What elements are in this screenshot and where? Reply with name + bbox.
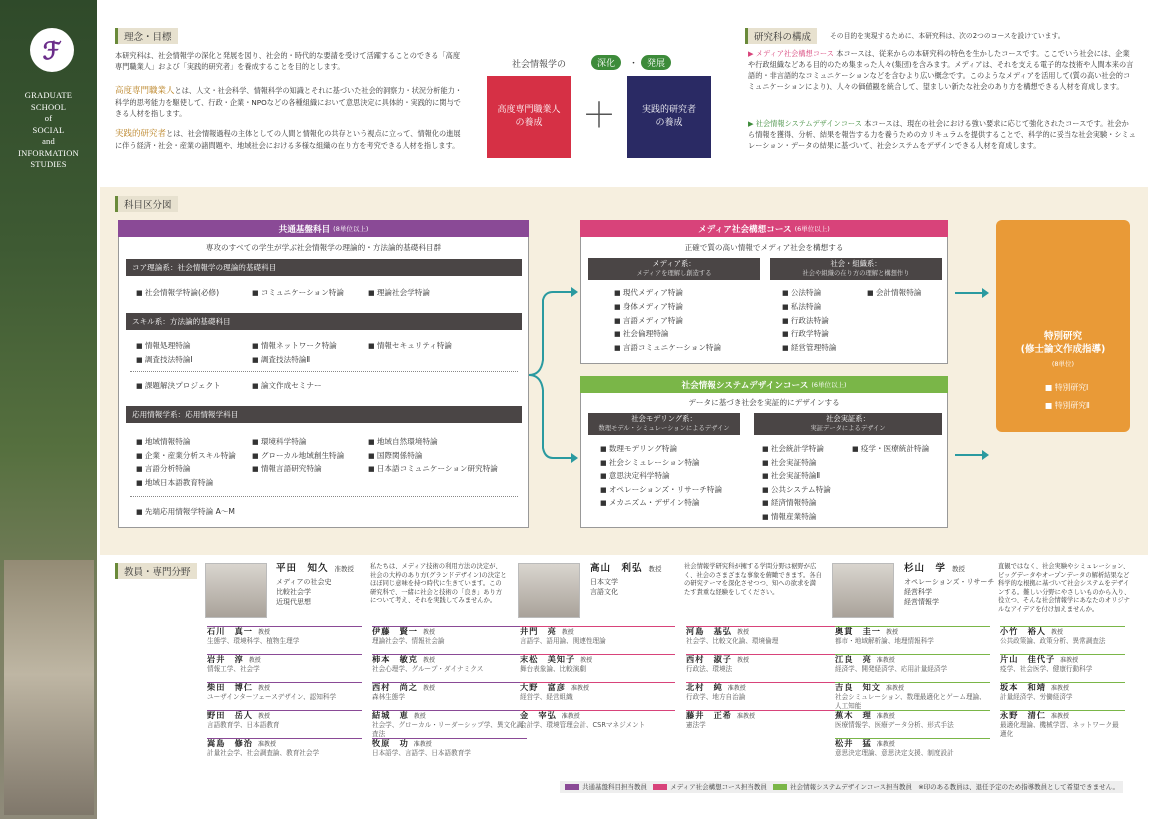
- faculty-rank: 教授: [422, 685, 435, 692]
- system-item: ■ 社会実証特論: [762, 457, 816, 468]
- system-item: ■ 社会実証特論Ⅱ: [762, 470, 820, 481]
- faculty-field: 社会シミュレーション、数理最適化とゲーム理論、人工知能: [835, 693, 986, 710]
- featured-fields: メディアの社会史 比較社会学 近現代思想: [276, 578, 332, 606]
- faculty-field: 情報工学、社会学: [207, 665, 260, 673]
- media-g1-sub: メディアを理解し創造する: [636, 270, 712, 277]
- media-item: ■ 社会倫理特論: [614, 328, 668, 339]
- school-logo: ℱ: [30, 28, 74, 72]
- faculty-field: 舞台表象論、比較演劇: [520, 665, 586, 673]
- media-item: ■ 公法特論: [782, 287, 821, 298]
- app-item: ■ 地域自然環境特論: [368, 436, 438, 447]
- purpose-heading: 理念・目標: [115, 28, 178, 44]
- arrow-to-system: [566, 457, 572, 459]
- featured-bio: 私たちは、メディア技術の利用方法の決定が、社会の大枠のあり方(グランドデザイン)の決定とほぼ同じ意味を持つ時代に生きています。この研究科で、一緒に社会と技術の「良き」あり方について考え、それを実践してみませんか。: [370, 563, 507, 604]
- research-units: (8単位): [1051, 360, 1075, 368]
- p2-text: とは、人文・社会科学、情報科学の知識とそれに基づいた社会的洞察力・状況分析能力・科学的思考能力を駆使して、行政・企業・NPOなどの各種組織において意思決定に具体的・実践的に関与できる人材を指します。: [115, 86, 463, 118]
- app-title: 応用情報学系：応用情報学科目: [126, 406, 522, 423]
- faculty-member: [372, 654, 527, 674]
- p3-highlight: 実践的研究者: [115, 129, 167, 139]
- course2-name: ▶ 社会情報システムデザインコース: [748, 119, 862, 128]
- tag-deepen: 深化: [591, 55, 621, 70]
- legend-swatch: [773, 784, 787, 790]
- faculty-rank: 教授: [736, 629, 749, 636]
- faculty-rank: 教授: [413, 713, 426, 720]
- faculty-rank: 教授: [1050, 629, 1063, 636]
- faculty-name: 吉良 知文: [835, 682, 881, 692]
- faculty-name: 西村 淑子: [686, 654, 732, 664]
- divider: [130, 496, 518, 497]
- faculty-field: 最適化理論、機械学習、ネットワーク最適化: [1000, 721, 1119, 738]
- faculty-rank: 准教授: [570, 685, 589, 692]
- app-item: ■ 地域日本語教育特論: [136, 477, 213, 488]
- faculty-rank: 教授: [422, 629, 435, 636]
- legend-swatch: [565, 784, 579, 790]
- course2-text: 本コースは、現在の社会における強い要求に応じて強化されたコースです。社会から情報を獲得、分析、結果を報告する力を養うためのカリキュラムを提供することで、科学的に妥当な社会実験・シミュレーション・データの結果に基づいて、社会システムをデザインできる人材を育成します。: [748, 119, 1136, 150]
- faculty-field: 計量社会学、社会調査論、教育社会学: [207, 749, 320, 757]
- featured-rank: 教授: [952, 565, 966, 573]
- faculty-photo: [832, 563, 894, 618]
- faculty-name: 結城 恵: [372, 710, 409, 720]
- faculty-rank: 准教授: [736, 713, 755, 720]
- faculty-rank: 准教授: [727, 685, 746, 692]
- faculty-field: 経済学、開発経済学、応用計量経済学: [835, 665, 948, 673]
- app-item: ■ 地域情報特論: [136, 436, 190, 447]
- purpose-p1: 本研究科は、社会情報学の深化と発展を図り、社会的・時代的な要請を受けて活躍することのできる「高度専門職業人」および「実践的研究者」を養成することを目的とします。: [115, 51, 461, 71]
- faculty-name: 片山 佳代子: [1000, 654, 1056, 664]
- subjects-heading: 科目区分図: [115, 196, 178, 212]
- media-item: ■ 行政学特論: [782, 328, 829, 339]
- skill-item: ■ 調査技法特論Ⅱ: [252, 354, 310, 365]
- faculty-field: 行政法、環境法: [686, 665, 733, 673]
- research-item-label: 特別研究Ⅱ: [1054, 401, 1090, 410]
- faculty-field: 憲法学: [686, 721, 706, 729]
- faculty-field: 公共政策論、政策分析、異常調査法: [1000, 637, 1106, 645]
- system-title-text: 社会情報システムデザインコース: [681, 380, 809, 391]
- featured-bio: 社会情報学研究科が擁する学問分野は裾野が広く、社会のさまざまな事象を俯瞰できます。各自の研究テーマを深化させつつ、知への欲求を満たす貴重な経験をしてください。: [684, 563, 822, 596]
- faculty-member: [835, 654, 990, 674]
- system-title: [580, 376, 948, 393]
- divider: [130, 371, 518, 372]
- school-name: GRADUATE SCHOOL of SOCIAL and INFORMATION STUDIES: [18, 90, 79, 169]
- system-g2-sub: 実証データによるデザイン: [810, 425, 886, 432]
- skill-title: スキル系：方法論的基礎科目: [126, 313, 522, 330]
- faculty-name: 野田 岳人: [207, 710, 253, 720]
- featured-name: 高山 利弘: [590, 563, 643, 574]
- faculty-member: [207, 654, 362, 674]
- faculty-member: [207, 626, 362, 646]
- common-title-text: 共通基盤科目: [278, 224, 331, 235]
- legend-swatch: [653, 784, 667, 790]
- faculty-member: [372, 682, 527, 702]
- skill-item: ■ 情報処理特論: [136, 340, 190, 351]
- faculty-member: [686, 626, 841, 646]
- skill-item: ■ 論文作成セミナー: [252, 380, 322, 391]
- faculty-field: 言語学、語用論、関連性理論: [520, 637, 606, 645]
- faculty-rank: 准教授: [876, 741, 895, 748]
- app-item: ■ 日本語コミュニケーション研究特論: [368, 463, 498, 474]
- tag-develop: 発展: [641, 55, 671, 70]
- faculty-name: 大野 富彦: [520, 682, 566, 692]
- faculty-name: 岩井 淳: [207, 654, 244, 664]
- faculty-field: 言語教育学、日本語教育: [207, 721, 280, 729]
- featured-rank: 教授: [648, 565, 662, 573]
- research-item-sq: ■: [1045, 383, 1055, 392]
- faculty-member: [835, 626, 990, 646]
- faculty-rank: 准教授: [1060, 657, 1079, 664]
- faculty-name: 坂本 和靖: [1000, 682, 1046, 692]
- faculty-name: 江良 亮: [835, 654, 872, 664]
- core-item: ■ 社会情報学特論(必修): [136, 287, 219, 298]
- research-item-label: 特別研究Ⅰ: [1054, 383, 1089, 392]
- skill-item: ■ 情報セキュリティ特論: [368, 340, 452, 351]
- faculty-rank: 教授: [580, 657, 593, 664]
- featured-faculty: [276, 564, 368, 607]
- media-item: ■ 行政法特論: [782, 315, 829, 326]
- featured-fields: オペレーションズ・リサーチ 経営科学 経営情報学: [904, 578, 995, 606]
- faculty-field: 疫学、社会医学、健康行動科学: [1000, 665, 1093, 673]
- faculty-rank: 准教授: [413, 741, 432, 748]
- app-item: ■ 先端応用情報学特論 A～M: [136, 506, 235, 517]
- box-researcher: 実践的研究者 の養成: [627, 76, 711, 158]
- tag-dot: ・: [629, 59, 639, 69]
- faculty-field: 医療情報学、医療データ分析、形式手法: [835, 721, 954, 729]
- media-item: ■ 言語コミュニケーション特論: [614, 342, 721, 353]
- system-item: ■ 情報産業特論: [762, 511, 816, 522]
- media-title: [580, 220, 948, 237]
- faculty-member: [520, 654, 675, 674]
- faculty-field: 経営学、経営組織: [520, 693, 573, 701]
- app-item: ■ 情報言語研究特論: [252, 463, 322, 474]
- media-item: ■ 現代メディア特論: [614, 287, 683, 298]
- arrow-system-to-research: [955, 454, 983, 456]
- media-g1-title: [588, 258, 760, 280]
- faculty-rank: 准教授: [1050, 685, 1069, 692]
- common-units: (8単位以上): [333, 225, 369, 233]
- faculty-rank: 准教授: [561, 713, 580, 720]
- faculty-heading: 教員・専門分野: [115, 563, 197, 579]
- faculty-rank: 教授: [422, 657, 435, 664]
- faculty-rank: 教授: [257, 685, 270, 692]
- faculty-name: 末松 美知子: [520, 654, 576, 664]
- system-item: ■ メカニズム・デザイン特論: [600, 497, 699, 508]
- p2-highlight: 高度専門職業人: [115, 86, 175, 96]
- app-item: ■ 環境科学特論: [252, 436, 306, 447]
- faculty-field: 行政学、地方自治論: [686, 693, 746, 701]
- faculty-field: 計量経済学、労働経済学: [1000, 693, 1073, 701]
- media-g2-title: [770, 258, 942, 280]
- featured-bio: 直観ではなく、社会実験やシミュレーション、ビッグデータやオープンデータの解析結果など科学的な根拠に基づいて社会システムをデザインする。難しい分野にやさしいものから入り、役立つ、そんな社会情報学にあなたのオリジナルなアイデアを付け加えませんか。: [998, 563, 1131, 613]
- plus-sign: ＋: [582, 96, 616, 136]
- building-photo: [4, 560, 94, 815]
- faculty-photo: [205, 563, 267, 618]
- faculty-name: 柴田 博仁: [207, 682, 253, 692]
- arrow-media-to-research: [955, 292, 983, 294]
- faculty-field: 森林生態学: [372, 693, 405, 701]
- media-g1-name: メディア系：: [652, 259, 696, 268]
- faculty-rank: 准教授: [257, 741, 276, 748]
- media-item: ■ 身体メディア特論: [614, 301, 683, 312]
- faculty-name: 松井 猛: [835, 738, 872, 748]
- system-g1-name: 社会モデリング系：: [631, 414, 697, 423]
- media-g2-sub: 社会や組織の在り方の理解と構想作り: [802, 270, 910, 277]
- faculty-member: [207, 710, 362, 730]
- course1-name: ▶ メディア社会構想コース: [748, 49, 834, 58]
- faculty-name: 藤井 正希: [686, 710, 732, 720]
- course1-desc: [748, 48, 1136, 92]
- featured-name: 杉山 学: [904, 563, 947, 574]
- faculty-member: [372, 738, 527, 758]
- system-g1-title: [588, 413, 740, 435]
- faculty-member: [207, 682, 362, 702]
- p3-text: とは、社会情報過程の主体としての人間と情報化の共存という視点に立って、情報化の進展に伴う経済・社会・産業の諸問題や、地域社会における多様な組織の在り方を考究できる人材を指します。: [115, 129, 461, 150]
- faculty-name: 石川 真一: [207, 626, 253, 636]
- featured-fields: 日本文学 言語文化: [590, 578, 618, 596]
- faculty-member: [520, 682, 675, 702]
- faculty-rank: 准教授: [876, 713, 895, 720]
- core-title: コア理論系：社会情報学の理論的基礎科目: [126, 259, 522, 276]
- research-title: 特別研究 (修士論文作成指導): [1020, 331, 1106, 355]
- media-item: ■ 会計情報特論: [867, 287, 921, 298]
- media-item: ■ 言語メディア特論: [614, 315, 683, 326]
- system-item: ■ 社会統計学特論: [762, 443, 824, 454]
- system-units: (6単位以上): [811, 381, 847, 389]
- featured-faculty: [590, 564, 682, 597]
- system-item: ■ オペレーションズ・リサーチ特論: [600, 484, 722, 495]
- faculty-member: [1000, 626, 1125, 646]
- faculty-field: 日本語学、言語学、日本語教育学: [372, 749, 471, 757]
- media-desc: 正確で質の高い情報でメディア社会を構想する: [684, 243, 844, 252]
- faculty-rank: 准教授: [876, 657, 895, 664]
- featured-rank: 准教授: [334, 565, 355, 573]
- faculty-field: ユーザインターフェースデザイン、認知科学: [207, 693, 337, 701]
- faculty-field: 意思決定理論、意思決定支援、制度設計: [835, 749, 954, 757]
- app-item: ■ 企業・産業分析スキル特論: [136, 450, 236, 461]
- structure-intro: その目的を実現するために、本研究科は、次の2つのコースを設けています。: [830, 32, 1065, 40]
- faculty-member: [1000, 710, 1125, 739]
- system-item: ■ 疫学・医療統計特論: [852, 443, 929, 454]
- faculty-name: 永野 清仁: [1000, 710, 1046, 720]
- system-item: ■ 社会シミュレーション特論: [600, 457, 700, 468]
- faculty-member: [835, 710, 990, 730]
- featured-name: 平田 知久: [276, 563, 329, 574]
- faculty-rank: 教授: [561, 629, 574, 636]
- purpose-p3: [115, 128, 467, 151]
- faculty-name: 嵩島 修治: [207, 738, 253, 748]
- faculty-field: 社会学、比較文化論、環境倫理: [686, 637, 779, 645]
- faculty-member: [520, 710, 675, 730]
- center-title: 社会情報学の: [512, 60, 567, 70]
- faculty-member: [207, 738, 362, 758]
- arrow-to-media: [566, 291, 572, 293]
- course1-text: 本コースは、従来からの本研究科の特色を生かしたコースです。ここでいう社会には、企業や行政組織などある目的のため集まった人々(集団)を含みます。メディアは、それを支える電子的な技術や人間本来の言語的・非言語的なコミュニケーションなどを含むより広い概念です。このようなメディアを活用して(質の高い社会的コミュニケーションにより)、人々の価値観を統合して、望ましい新たな社会のあり方を構想できる人材を育成します。: [748, 49, 1134, 91]
- media-item: ■ 経営管理特論: [782, 342, 836, 353]
- faculty-name: 西村 尚之: [372, 682, 418, 692]
- system-item: ■ 数理モデリング特論: [600, 443, 677, 454]
- faculty-rank: 准教授: [885, 685, 904, 692]
- faculty-rank: 教授: [736, 657, 749, 664]
- media-item: ■ 私法特論: [782, 301, 821, 312]
- media-title-text: メディア社会構想コース: [698, 224, 792, 235]
- faculty-name: 北村 純: [686, 682, 723, 692]
- sidebar: [0, 0, 97, 819]
- faculty-member: [835, 682, 990, 711]
- faculty-field: 会計学、環境管理会計、CSRマネジメント: [520, 721, 646, 729]
- faculty-field: 社会学、グローカル・リーダーシップ学、異文化調査法: [372, 721, 524, 738]
- faculty-rank: 教授: [257, 713, 270, 720]
- legend-note: ※印のある教員は、退任予定のため指導教員として希望できません。: [918, 783, 1120, 791]
- system-item: ■ 意思決定科学特論: [600, 470, 670, 481]
- faculty-name: 蕉木 理: [835, 710, 872, 720]
- core-item: ■ コミュニケーション特論: [252, 287, 344, 298]
- faculty-name: 伊藤 賢一: [372, 626, 418, 636]
- core-item: ■ 理論社会学特論: [368, 287, 430, 298]
- faculty-member: [372, 710, 527, 739]
- faculty-name: 奥貫 圭一: [835, 626, 881, 636]
- system-g2-name: 社会実証系：: [826, 414, 870, 423]
- faculty-name: 牧原 功: [372, 738, 409, 748]
- media-units: (6単位以上): [794, 225, 830, 233]
- branch-connector: [529, 280, 579, 470]
- legend-item: 共通基盤科目担当教員: [582, 783, 647, 791]
- research-item-sq: ■: [1045, 401, 1055, 410]
- skill-item: ■ 情報ネットワーク特論: [252, 340, 337, 351]
- faculty-member: [686, 682, 841, 702]
- structure-heading: 研究科の構成: [745, 28, 817, 44]
- purpose-p2: [115, 85, 467, 119]
- faculty-name: 井門 亮: [520, 626, 557, 636]
- faculty-photo: [518, 563, 580, 618]
- app-item: ■ グローカル地域創生特論: [252, 450, 344, 461]
- legend: [560, 781, 1123, 793]
- system-item: ■ 経済情報特論: [762, 497, 816, 508]
- faculty-field: 生態学、環境科学、植物生理学: [207, 637, 300, 645]
- system-item: ■ 公共システム特論: [762, 484, 831, 495]
- common-title: [118, 220, 529, 237]
- faculty-member: [520, 626, 675, 646]
- faculty-rank: 教授: [248, 657, 261, 664]
- faculty-rank: 教授: [257, 629, 270, 636]
- course2-desc: [748, 118, 1136, 151]
- faculty-rank: 教授: [885, 629, 898, 636]
- faculty-field: 都市・地域解析論、地理情報科学: [835, 637, 934, 645]
- faculty-name: 河島 基弘: [686, 626, 732, 636]
- faculty-field: 理論社会学、情報社会論: [372, 637, 445, 645]
- skill-item: ■ 課題解決プロジェクト: [136, 380, 221, 391]
- skill-item: ■ 調査技法特論Ⅰ: [136, 354, 193, 365]
- faculty-name: 柿本 敏克: [372, 654, 418, 664]
- faculty-field: 社会心理学、グループ・ダイナミクス: [372, 665, 484, 673]
- faculty-rank: 准教授: [1050, 713, 1069, 720]
- research-item: [1045, 382, 1088, 393]
- system-g1-sub: 数理モデル・シミュレーションによるデザイン: [598, 425, 730, 432]
- faculty-name: 金 宰弘: [520, 710, 557, 720]
- legend-item: メディア社会構想コース担当教員: [670, 783, 767, 791]
- faculty-member: [1000, 682, 1125, 702]
- faculty-member: [1000, 654, 1125, 674]
- research-item: [1045, 400, 1090, 411]
- faculty-member: [835, 738, 990, 758]
- faculty-member: [686, 710, 841, 730]
- legend-item: 社会情報システムデザインコース担当教員: [790, 783, 913, 791]
- app-item: ■ 国際関係特論: [368, 450, 422, 461]
- faculty-member: [686, 654, 841, 674]
- faculty-member: [372, 626, 527, 646]
- system-g2-title: [754, 413, 942, 435]
- box-professional: 高度専門職業人 の養成: [487, 76, 571, 158]
- featured-faculty: [904, 564, 996, 607]
- media-g2-name: 社会・組織系：: [830, 259, 882, 268]
- common-desc: 専攻のすべての学生が学ぶ社会情報学の理論的・方法論的基礎科目群: [205, 243, 442, 252]
- system-desc: データに基づき社会を実証的にデザインする: [688, 398, 840, 407]
- app-item: ■ 言語分析特論: [136, 463, 190, 474]
- faculty-name: 小竹 裕人: [1000, 626, 1046, 636]
